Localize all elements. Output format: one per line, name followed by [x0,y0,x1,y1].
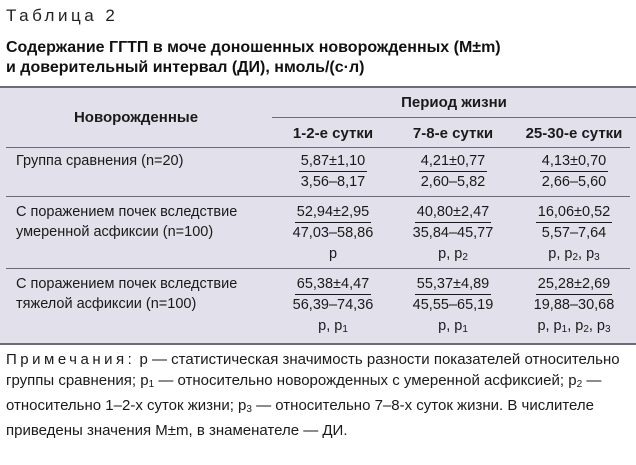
title-line-1: Содержание ГГТП в моче доношенных новорожденных (M±m) [6,39,501,56]
row-divider [6,147,630,148]
header-newborns: Новорожденные [73,108,199,126]
table-cell: $\frac{5,87\pm 1,10}{3,56-8,17}$ [300,153,366,190]
table-cell: 25,28±2,69 19,88–30,68 p, $p_1$, $p_2$, $p_3$ [533,276,615,335]
header-period: Период жизни [401,93,507,111]
table-cell: 55,37±4,89 45,55–65,19 p, $p_1$ [412,276,494,335]
header-divider [272,117,636,118]
row-divider [6,196,630,197]
table-note: Примечания: р — статистическая значимость разности показателей относительно группы сравнения; $р_1$ — относительно новорожденных с умеренной асфиксией; $р_2$ — относительно 1–2-х суток жизни; $р_3$ — относительно 7–8-х суток жизни. В числителе приведены значения M±m, в знаменателе — ДИ. [6,351,620,439]
table-label: Таблица 2 [6,6,119,25]
table-cell: 16,06±0,52 5,57–7,64 p, $p_2$, $p_3$ [537,204,611,263]
note-lead: Примечания: [6,351,136,368]
header-col-1: 1-2-е сутки [292,124,374,142]
header-col-3: 25-30-е сутки [525,124,623,142]
data-table [0,86,636,345]
table-cell: $\frac{4,21\pm 0,77}{2,60-5,82}$ [420,153,486,190]
header-col-2: 7-8-е сутки [412,124,494,142]
table-cell: $\frac{4,13\pm 0,70}{2,66-5,60}$ [541,153,607,190]
title-line-2: и доверительный интервал (ДИ), нмоль/(с·л) [6,59,365,76]
row-label-moderate: С поражением почек вследствие умеренной асфиксии (n=100) [16,204,238,240]
row-label-comparison: Группа сравнения (n=20) [16,153,184,169]
table-title [6,38,626,78]
row-label-severe: С поражением почек вследствие тяжелой асфиксии (n=100) [16,276,238,312]
table-cell: 52,94±2,95 47,03–58,86 p [292,204,374,262]
table-cell: 40,80±2,47 35,84–45,77 p, $p_2$ [412,204,494,263]
row-divider [6,268,630,269]
table-cell: 65,38±4,47 56,39–74,36 p, $p_1$ [292,276,374,335]
